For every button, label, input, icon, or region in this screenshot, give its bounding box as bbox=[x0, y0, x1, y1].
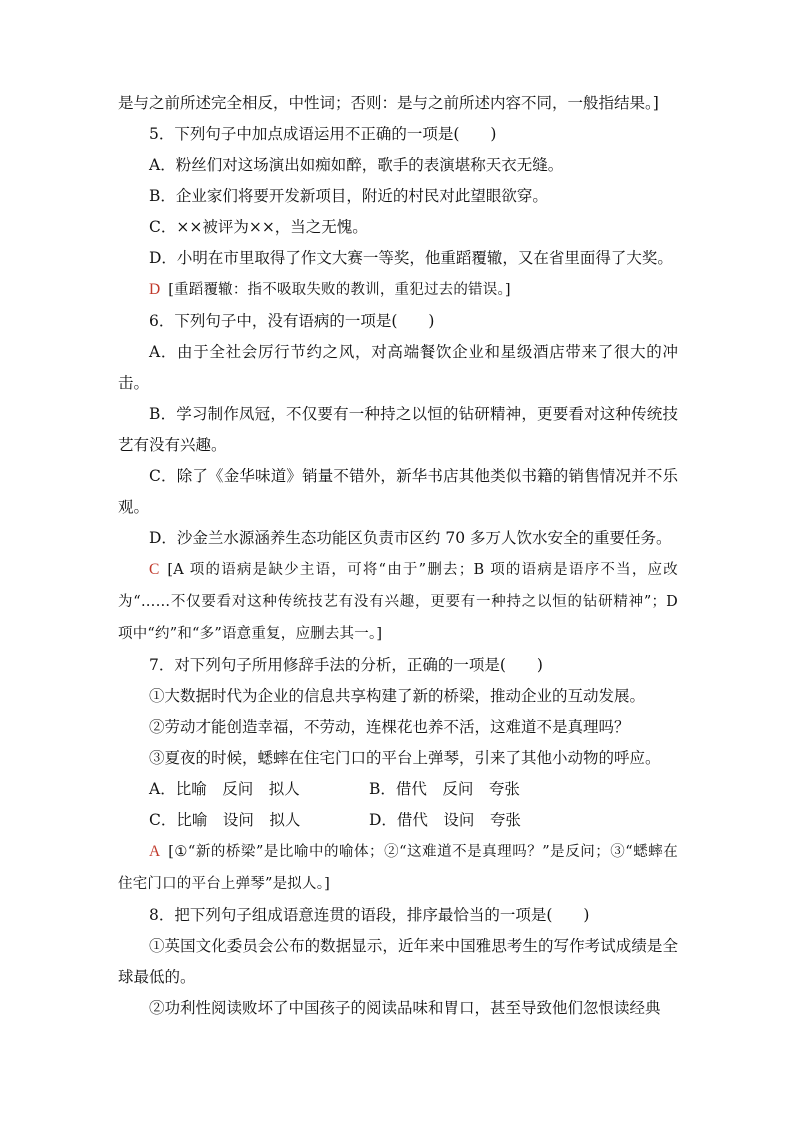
option-5b: B．企业家们将要开发新项目，附近的村民对此望眼欲穿。 bbox=[149, 187, 548, 205]
option-7b: B．借代 反问 夸张 bbox=[369, 780, 520, 798]
answer-6-letter: C bbox=[149, 561, 160, 578]
answer-5-explanation: [重蹈覆辙：指不吸取失败的教训，重犯过去的错误。] bbox=[168, 282, 511, 298]
option-5c: C．××被评为××，当之无愧。 bbox=[149, 218, 368, 236]
question-7: 7．对下列句子所用修辞手法的分析，正确的一项是( ) bbox=[149, 656, 543, 674]
answer-7 bbox=[118, 836, 678, 900]
option-6c: C．除了《金华味道》销量不错外，新华书店其他类似书籍的销售情况并不乐观。 bbox=[118, 467, 678, 516]
option-5d: D．小明在市里取得了作文大赛一等奖，他重蹈覆辙，又在省里面得了大奖。 bbox=[149, 249, 673, 267]
sentence-7-3: ③夏夜的时候，蟋蟀在住宅门口的平台上弹琴，引来了其他小动物的呼应。 bbox=[149, 749, 661, 767]
sentence-7-1: ①大数据时代为企业的信息共享构建了新的桥梁，推动企业的互动发展。 bbox=[149, 687, 646, 705]
option-7d: D．借代 设问 夸张 bbox=[369, 811, 521, 829]
answer-6-explanation: [A 项的语病是缺少主语，可将“由于”删去；B 项的语病是语序不当，应改为“……不仅要看对这种传统技艺有没有兴趣，更要有一种持之以恒的钻研精神”；D 项中“约”和“多”语意重复，应删去其一。] bbox=[118, 562, 678, 642]
option-6b: B．学习制作凤冠，不仅要有一种持之以恒的钻研精神，更要看对这种传统技艺有没有兴趣。 bbox=[118, 405, 678, 454]
sentence-8-1: ①英国文化委员会公布的数据显示，近年来中国雅思考生的写作考试成绩是全球最低的。 bbox=[118, 937, 678, 986]
prev-answer-tail: 是与之前所述完全相反，中性词；否则：是与之前所述内容不同，一般指结果。] bbox=[118, 94, 659, 112]
answer-7-letter: A bbox=[149, 843, 161, 860]
answer-5-letter: D bbox=[149, 281, 161, 298]
option-6a: A．由于全社会厉行节约之风，对高端餐饮企业和星级酒店带来了很大的冲击。 bbox=[118, 343, 678, 392]
answer-7-explanation: [①“新的桥梁”是比喻中的喻体；②“这难道不是真理吗？”是反问；③“蟋蟀在住宅门口的平台上弹琴”是拟人。] bbox=[118, 844, 678, 892]
sentence-7-2: ②劳动才能创造幸福，不劳动，连棵花也养不活，这难道不是真理吗？ bbox=[149, 718, 630, 736]
question-6: 6．下列句子中，没有语病的一项是( ) bbox=[149, 312, 435, 330]
option-7a: A．比喻 反问 拟人 bbox=[149, 780, 300, 798]
sentence-8-2: ②功利性阅读败坏了中国孩子的阅读品味和胃口，甚至导致他们忽恨读经典 bbox=[149, 999, 661, 1017]
option-7c: C．比喻 设问 拟人 bbox=[149, 811, 301, 829]
question-5: 5．下列句子中加点成语运用不正确的一项是( ) bbox=[149, 125, 497, 143]
option-5a: A．粉丝们对这场演出如痴如醉，歌手的表演堪称天衣无缝。 bbox=[149, 156, 564, 174]
answer-6 bbox=[118, 554, 678, 650]
question-8: 8．把下列句子组成语意连贯的语段，排序最恰当的一项是( ) bbox=[149, 906, 590, 924]
option-6d: D．沙金兰水源涵养生态功能区负责市区约 70 多万人饮水安全的重要任务。 bbox=[149, 529, 672, 547]
document-page bbox=[118, 88, 678, 1024]
options-7-row-1 bbox=[118, 774, 678, 805]
options-7-row-2 bbox=[118, 805, 678, 836]
answer-5 bbox=[118, 274, 678, 306]
